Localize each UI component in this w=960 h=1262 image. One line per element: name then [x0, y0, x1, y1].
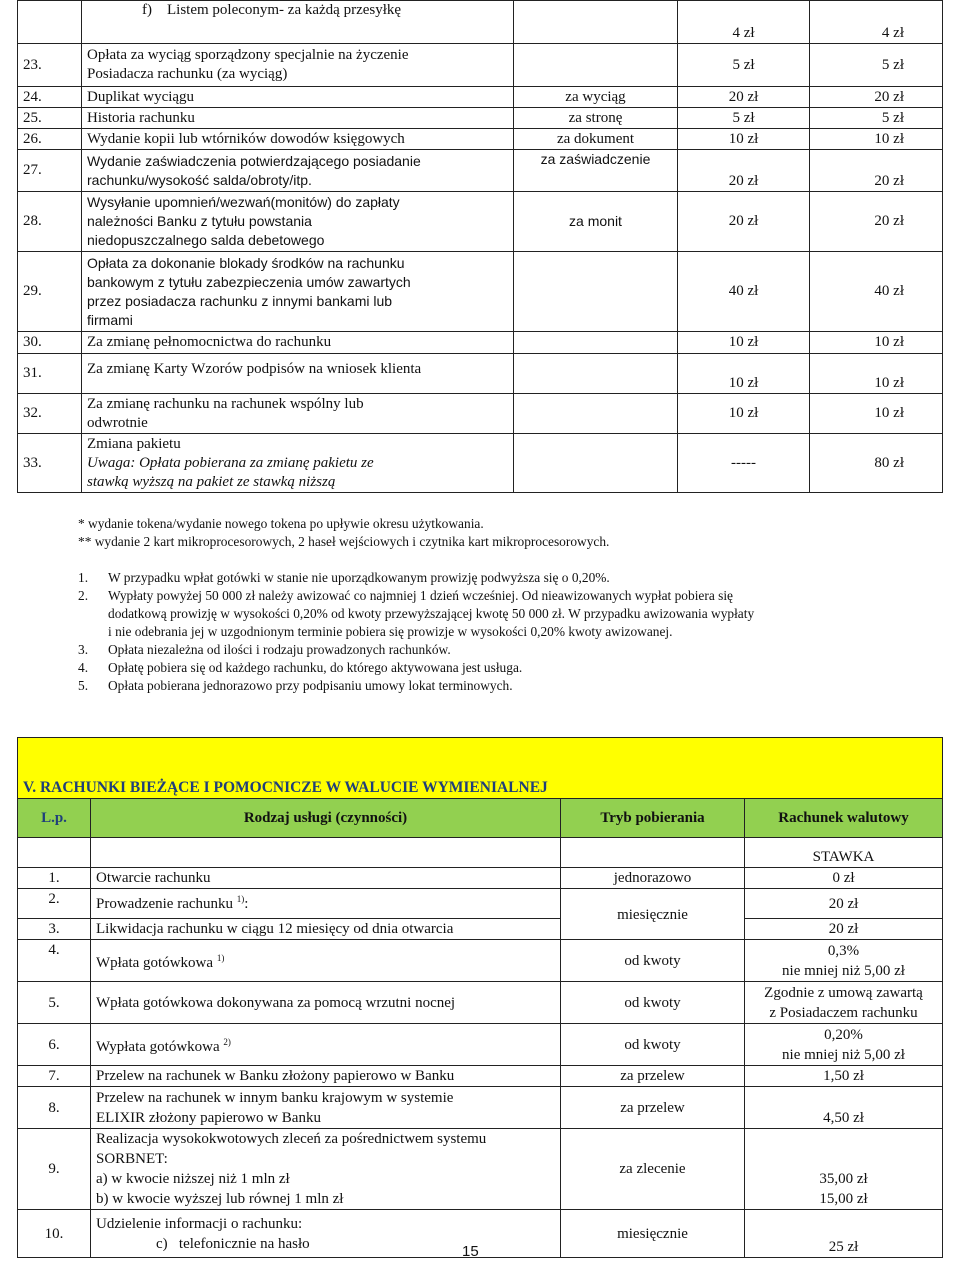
rate-cell: 1,50 zł	[745, 1066, 943, 1087]
row-number: 29.	[18, 252, 82, 332]
service-cell: Wypłata gotówkowa $^{2)}$	[91, 1024, 561, 1066]
fee-cell: 5 zł	[678, 108, 810, 129]
fee-cell: 10 zł	[810, 354, 943, 394]
notes-list	[78, 569, 938, 695]
row-number: 9.	[18, 1129, 91, 1210]
table-row	[18, 44, 943, 87]
table-row	[18, 940, 943, 982]
mode-cell: od kwoty	[561, 1024, 745, 1066]
table-row	[18, 1129, 943, 1210]
service-cell: Wysyłanie upomnień/wezwań(monitów) do zapłaty należności Banku z tytułu powstania niedopuszczalnego salda debetowego	[82, 192, 514, 252]
service-cell: Wydanie zaświadczenia potwierdzającego posiadanie rachunku/wysokość salda/obroty/itp.	[82, 150, 514, 192]
fee-cell: -----	[678, 434, 810, 493]
row-number: 26.	[18, 129, 82, 150]
fee-cell: 10 zł	[678, 354, 810, 394]
service-cell: Realizacja wysokokwotowych zleceń za pośrednictwem systemu SORBNET: a) w kwocie niższej niż 1 mln zł b) w kwocie wyższej lub równej 1 mln zł	[91, 1129, 561, 1210]
fee-cell: 40 zł	[678, 252, 810, 332]
list-item: 3. Opłata niezależna od ilości i rodzaju prowadzonych rachunków.	[78, 642, 451, 657]
service-cell: Przelew na rachunek w Banku złożony papierowo w Banku	[91, 1066, 561, 1087]
fee-cell: 5 zł	[810, 108, 943, 129]
service-cell: Opłata za wyciąg sporządzony specjalnie na życzenie Posiadacza rachunku (za wyciąg)	[82, 44, 514, 87]
fee-cell: 80 zł	[810, 434, 943, 493]
table-row	[18, 108, 943, 129]
footnote: ** wydanie 2 kart mikroprocesorowych, 2 haseł wejściowych i czytnika kart mikroprocesorowych.	[78, 533, 610, 549]
service-cell: Opłata za dokonanie blokady środków na rachunku bankowym z tytułu zabezpieczenia umów zawartych przez posiadacza rachunku z innymi bankami lub firmami	[82, 252, 514, 332]
mode-cell: miesięcznie	[561, 1210, 745, 1258]
fee-cell: 5 zł	[810, 44, 943, 87]
header-row	[18, 799, 943, 838]
row-number: 8.	[18, 1087, 91, 1129]
row-number: 5.	[18, 982, 91, 1024]
list-item: 1. W przypadku wpłat gotówki w stanie nie uporządkowanym prowizję podwyższa się o 0,20%.	[78, 570, 610, 585]
mode-cell: miesięcznie	[561, 889, 745, 940]
mode-cell: od kwoty	[561, 982, 745, 1024]
service-cell: Likwidacja rachunku w ciągu 12 miesięcy od dnia otwarcia	[91, 919, 561, 940]
mode-cell: od kwoty	[561, 940, 745, 982]
table-row	[18, 394, 943, 434]
fee-cell: 10 zł	[678, 332, 810, 354]
rate-cell: 0,3% nie mniej niż 5,00 zł	[745, 940, 943, 982]
fee-cell: 20 zł	[678, 192, 810, 252]
service-cell: f) Listem poleconym- za każdą przesyłkę	[82, 1, 514, 44]
table-row	[18, 1024, 943, 1066]
mode-cell: za monit	[514, 192, 678, 252]
service-cell: Duplikat wyciągu	[82, 87, 514, 108]
header-lp: L.p.	[18, 799, 91, 838]
fee-cell: 10 zł	[810, 394, 943, 434]
row-number: 33.	[18, 434, 82, 493]
table-row	[18, 354, 943, 394]
mode-cell: za przelew	[561, 1066, 745, 1087]
section-title-row	[18, 738, 943, 799]
stawka-label: STAWKA	[745, 838, 943, 868]
row-number: 4.	[18, 940, 91, 982]
stawka-row	[18, 838, 943, 868]
row-number: 25.	[18, 108, 82, 129]
fee-cell: 20 zł	[810, 87, 943, 108]
table-row	[18, 919, 943, 940]
row-number: 7.	[18, 1066, 91, 1087]
footnote: * wydanie tokena/wydanie nowego tokena po upływie okresu użytkowania.	[78, 516, 484, 531]
rate-cell: 0,20% nie mniej niż 5,00 zł	[745, 1024, 943, 1066]
fee-cell: 10 zł	[678, 394, 810, 434]
service-cell: Zmiana pakietu Uwaga: Opłata pobierana za zmianę pakietu ze stawką wyższą na pakiet ze stawką niższą	[82, 434, 514, 493]
fee-cell: 5 zł	[678, 44, 810, 87]
service-cell: Za zmianę pełnomocnictwa do rachunku	[82, 332, 514, 354]
row-number: 6.	[18, 1024, 91, 1066]
rate-cell: 25 zł	[745, 1210, 943, 1258]
table-row	[18, 982, 943, 1024]
fee-cell: 20 zł	[810, 192, 943, 252]
list-item: 5. Opłata pobierana jednorazowo przy podpisaniu umowy lokat terminowych.	[78, 678, 513, 693]
row-number: 27.	[18, 150, 82, 192]
mode-cell: jednorazowo	[561, 868, 745, 889]
service-cell: Za zmianę Karty Wzorów podpisów na wniosek klienta	[82, 354, 514, 394]
table-row	[18, 332, 943, 354]
table-row	[18, 889, 943, 919]
footnotes	[78, 515, 928, 550]
fee-cell: 10 zł	[810, 332, 943, 354]
row-number: 28.	[18, 192, 82, 252]
mode-cell: za zaświadczenie	[514, 150, 678, 192]
fee-cell: 20 zł	[678, 150, 810, 192]
service-cell: Przelew na rachunek w innym banku krajowym w systemie ELIXIR złożony papierowo w Banku	[91, 1087, 561, 1129]
row-number: 30.	[18, 332, 82, 354]
rate-cell: 20 zł	[745, 919, 943, 940]
page-number: 15	[462, 1243, 479, 1260]
row-number: 3.	[18, 919, 91, 940]
fee-cell: 4 zł	[810, 1, 943, 44]
service-cell: Udzielenie informacji o rachunku: c) telefonicznie na hasło	[91, 1210, 561, 1258]
fee-cell: 4 zł	[678, 1, 810, 44]
fees-table-continued	[17, 0, 943, 493]
row-number: 32.	[18, 394, 82, 434]
service-cell: Prowadzenie rachunku $^{1)}$:	[91, 889, 561, 919]
fee-cell: 20 zł	[678, 87, 810, 108]
table-row	[18, 87, 943, 108]
table-row	[18, 868, 943, 889]
mode-cell: za wyciąg	[514, 87, 678, 108]
list-item: 2. Wypłaty powyżej 50 000 zł należy awizować co najmniej 1 dzień wcześniej. Od nieawizowanych wypłat pobiera się dodatkową prowizję w wysokości 0,20% od kwoty przewyższającej kwotę 50 000 zł. W przypadku awizowania wypłaty i nie odebrania jej w uzgodnionym terminie pobiera się prowizje w wysokości 0,20% kwoty awizowanej.	[78, 588, 755, 639]
row-number: 2.	[18, 889, 91, 919]
row-number: 23.	[18, 44, 82, 87]
table-row	[18, 150, 943, 192]
table-row	[18, 1087, 943, 1129]
mode-cell: za stronę	[514, 108, 678, 129]
rate-cell: 35,00 zł 15,00 zł	[745, 1129, 943, 1210]
fee-cell: 40 zł	[810, 252, 943, 332]
row-number: 10.	[18, 1210, 91, 1258]
section-title: V. RACHUNKI BIEŻĄCE I POMOCNICZE W WALUCIE WYMIENIALNEJ	[18, 738, 943, 799]
table-row	[18, 1210, 943, 1258]
row-number: 1.	[18, 868, 91, 889]
rate-cell: 20 zł	[745, 889, 943, 919]
rate-cell: Zgodnie z umową zawartą z Posiadaczem rachunku	[745, 982, 943, 1024]
table-row	[18, 434, 943, 493]
service-cell: Wydanie kopii lub wtórników dowodów księgowych	[82, 129, 514, 150]
fee-cell: 20 zł	[810, 150, 943, 192]
service-cell: Za zmianę rachunku na rachunek wspólny lub odwrotnie	[82, 394, 514, 434]
service-cell: Historia rachunku	[82, 108, 514, 129]
header-service: Rodzaj usługi (czynności)	[91, 799, 561, 838]
mode-cell: za dokument	[514, 129, 678, 150]
mode-cell: za zlecenie	[561, 1129, 745, 1210]
table-row	[18, 129, 943, 150]
rate-cell: 0 zł	[745, 868, 943, 889]
row-number: 31.	[18, 354, 82, 394]
header-mode: Tryb pobierania	[561, 799, 745, 838]
mode-cell: za przelew	[561, 1087, 745, 1129]
service-cell: Otwarcie rachunku	[91, 868, 561, 889]
rate-cell: 4,50 zł	[745, 1087, 943, 1129]
table-row	[18, 192, 943, 252]
service-cell: Wpłata gotówkowa $^{1)}$	[91, 940, 561, 982]
header-account: Rachunek walutowy	[745, 799, 943, 838]
row-number: 24.	[18, 87, 82, 108]
service-cell: Wpłata gotówkowa dokonywana za pomocą wrzutni nocnej	[91, 982, 561, 1024]
table-row	[18, 252, 943, 332]
list-item: 4. Opłatę pobiera się od każdego rachunku, do którego aktywowana jest usługa.	[78, 660, 523, 675]
table-row	[18, 1066, 943, 1087]
fee-cell: 10 zł	[810, 129, 943, 150]
foreign-currency-accounts-table	[17, 737, 943, 1258]
table-row	[18, 1, 943, 44]
fee-cell: 10 zł	[678, 129, 810, 150]
